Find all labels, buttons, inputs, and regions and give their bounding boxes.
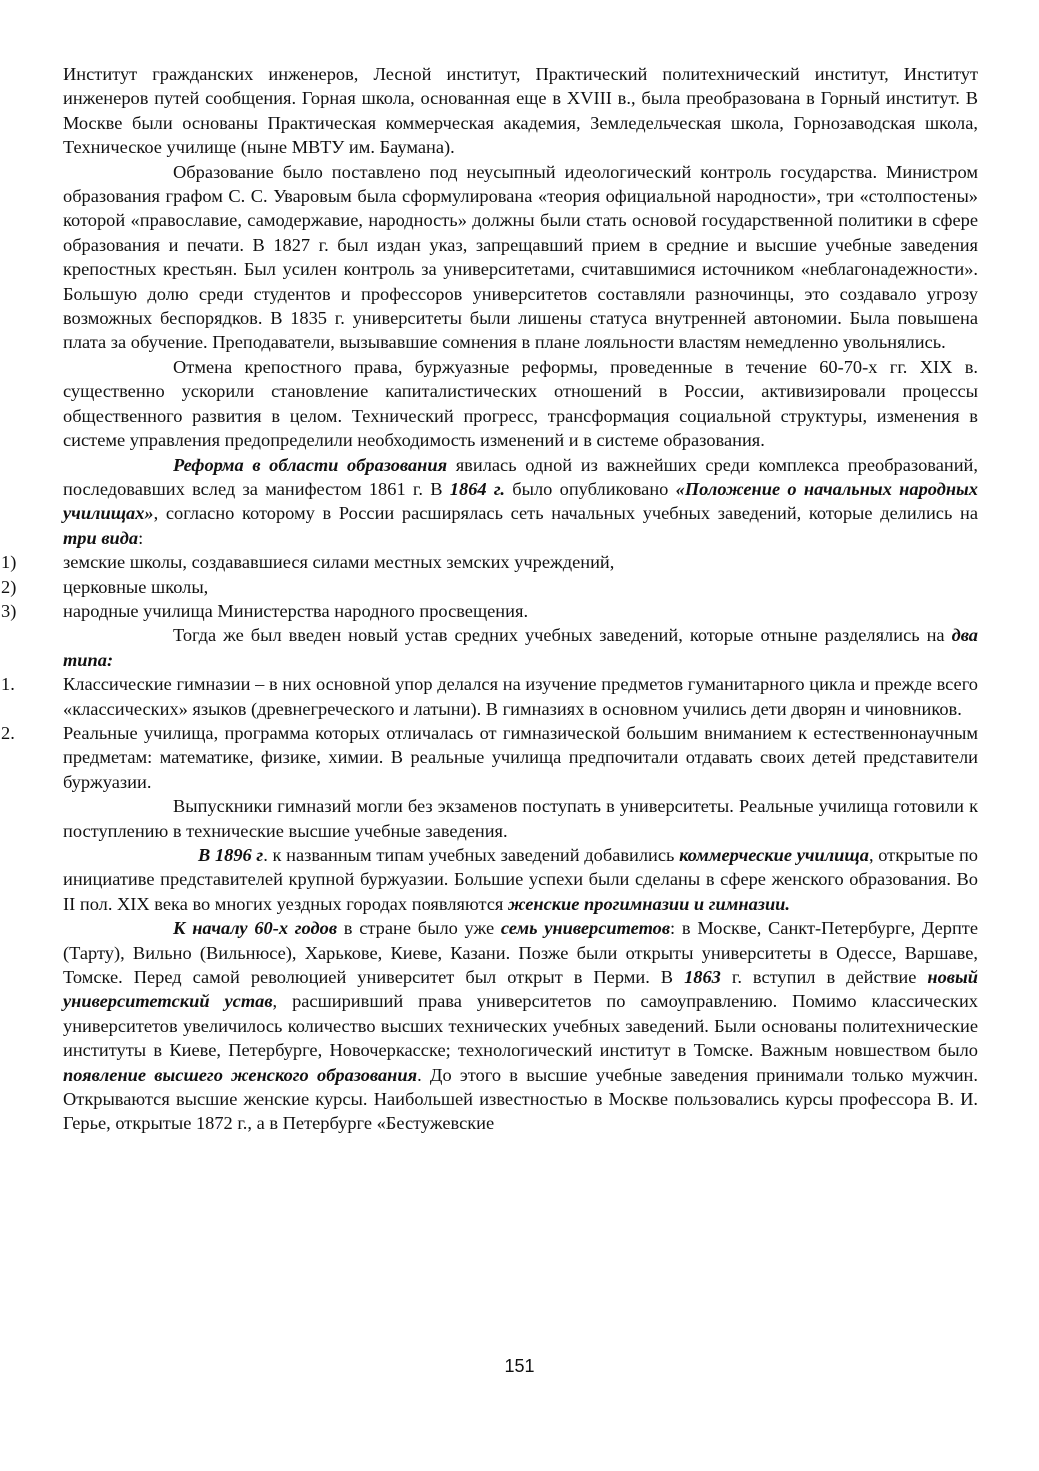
emphasis-text: 1863 xyxy=(684,967,721,988)
body-text: . к названным типам учебных заведений добавились xyxy=(263,845,680,865)
body-text: , расширивший права университетов по самоуправлению. Помимо классических университетов увеличилось количество высших технических учебных заведений. Были основаны политехнические институты в Киеве, Петербурге, Новочеркасске; технологический институт в Томске. Важным новшеством было xyxy=(63,991,978,1061)
paragraph-education-reform xyxy=(63,453,978,551)
emphasis-text: «Положение о начальных народных училищах» xyxy=(63,478,979,524)
paragraph-institutes: Институт гражданских инженеров, Лесной институт, Практический политехнический институт, Институт инженеров путей сообщения. Горная школа, основанная еще в XVIII в., была преобразована в Горный институт. В Москве были основаны Практическая коммерческая академия, Земледельческая школа, Горнозаводская школа, Техническое училище (ныне МВТУ им. Баумана). xyxy=(63,64,978,158)
list-item xyxy=(1,575,978,599)
body-text: Тогда же был введен новый устав средних учебных заведений, которые отныне разделялись на xyxy=(173,625,952,646)
school-types-list xyxy=(1,550,978,623)
secondary-types-list xyxy=(1,672,978,794)
list-item-text: Реальные училища, программа которых отличалась от гимназической большим вниманием к естественнонаучным предметам: математике, физике, химии. В реальные училища предпочитали отдавать своих детей представители буржуазии. xyxy=(63,722,978,792)
body-text: : в Москве, Санкт-Петербурге, Дерпте (Тарту), Вильно (Вильнюсе), Харькове, Киеве, Казани. Позже были открыты университеты в Одессе, Варшаве, Томске. Перед самой революцией университет был открыт в Перми. В xyxy=(63,918,979,988)
document-body xyxy=(1,62,979,1136)
paragraph-universities xyxy=(63,916,978,1136)
emphasis-text: В 1896 г xyxy=(198,845,264,865)
emphasis-text: семь университетов xyxy=(500,918,671,939)
list-item-text: народные училища Министерства народного просвещения. xyxy=(63,600,529,621)
list-item xyxy=(1,599,978,623)
list-item-text: Классические гимназии – в них основной упор делался на изучение предметов гуманитарного цикла и прежде всего «классических» языков (древнегреческого и латыни). В гимназиях в основном учились дети дворян и чиновников. xyxy=(63,674,978,719)
body-text: г. вступил в действие xyxy=(720,967,928,988)
list-number: 1) xyxy=(1,552,17,573)
body-text: , открытые по инициативе представителей крупной буржуазии. Большие успехи были сделаны в сфере женского образования. Во II пол. XIX века во многих уездных городах появляются xyxy=(63,845,978,914)
body-text: в стране было уже xyxy=(337,918,501,939)
paragraph-graduates: Выпускники гимназий могли без экзаменов поступать в университеты. Реальные училища готовили к поступлению в технические высшие учебные заведения. xyxy=(63,796,978,841)
list-number: 3) xyxy=(1,600,17,621)
list-item xyxy=(1,721,978,794)
emphasis-text: Реформа в области образования xyxy=(173,454,448,475)
emphasis-text: два типа: xyxy=(63,625,978,670)
list-number: 2) xyxy=(1,576,17,597)
list-item xyxy=(1,672,978,721)
list-number: 2. xyxy=(1,722,15,743)
emphasis-text: 1864 г. xyxy=(449,478,505,499)
body-text: было опубликовано xyxy=(505,478,676,499)
body-text: . До этого в высшие учебные заведения принимали только мужчин. Открываются высшие женские курсы. Наибольшей известностью в Москве пользовались курсы профессора В. И. Герье, открытые 1872 г., а в Петербурге «Бестужевские xyxy=(63,1064,978,1134)
body-text: : xyxy=(138,527,144,548)
emphasis-text: К началу 60-х годов xyxy=(173,918,338,939)
paragraph-commercial-schools xyxy=(63,843,978,916)
list-item xyxy=(1,550,978,574)
body-text: явилась одной из важнейших среди комплекса преобразований, последовавших вслед за манифестом 1861 г. В xyxy=(63,454,978,499)
list-number: 1. xyxy=(1,674,15,695)
paragraph-ideology: Образование было поставлено под неусыпный идеологический контроль государства. Министром образования графом С. С. Уваровым была сформулирована «теория официальной народности», три «столпостены» которой «православие, самодержавие, народность» должны были стать основой государственной политики в сфере образования и печати. В 1827 г. был издан указ, запрещавший прием в средние и высшие учебные заведения крепостных крестьян. Был усилен контроль за университетами, считавшимися источником «неблагонадежности». Большую долю среди студентов и профессоров университетов составляли разночинцы, это создавало угрозу возможных беспорядков. В 1835 г. университеты были лишены статуса внутренней автономии. Была повышена плата за обучение. Преподаватели, вызывавшие сомнения в плане лояльности властям немедленно увольнялись. xyxy=(63,161,978,353)
paragraph-reforms: Отмена крепостного права, буржуазные реформы, проведенные в течение 60-70-х гг. XIX в. существенно ускорили становление капиталистических отношений в России, активизировали процессы общественного развития в целом. Технический прогресс, трансформация социальной структуры, изменения в системе управления предопределили необходимость изменений и в системе образования. xyxy=(63,356,978,451)
list-item-text: церковные школы, xyxy=(63,576,209,597)
paragraph-secondary-schools xyxy=(63,623,978,672)
page-number: 151 xyxy=(504,1356,535,1376)
emphasis-text: коммерческие училища xyxy=(679,845,869,865)
body-text: , согласно которому в России расширялась сеть начальных учебных заведений, которые делились на xyxy=(153,503,978,524)
list-item-text: земские школы, создававшиеся силами местных земских учреждений, xyxy=(63,552,615,573)
emphasis-text: женские прогимназии и гимназии. xyxy=(507,893,790,914)
emphasis-text: появление высшего женского образования xyxy=(63,1064,418,1085)
emphasis-text: новый университетский устав xyxy=(63,967,979,1012)
emphasis-text: три вида xyxy=(63,527,139,548)
